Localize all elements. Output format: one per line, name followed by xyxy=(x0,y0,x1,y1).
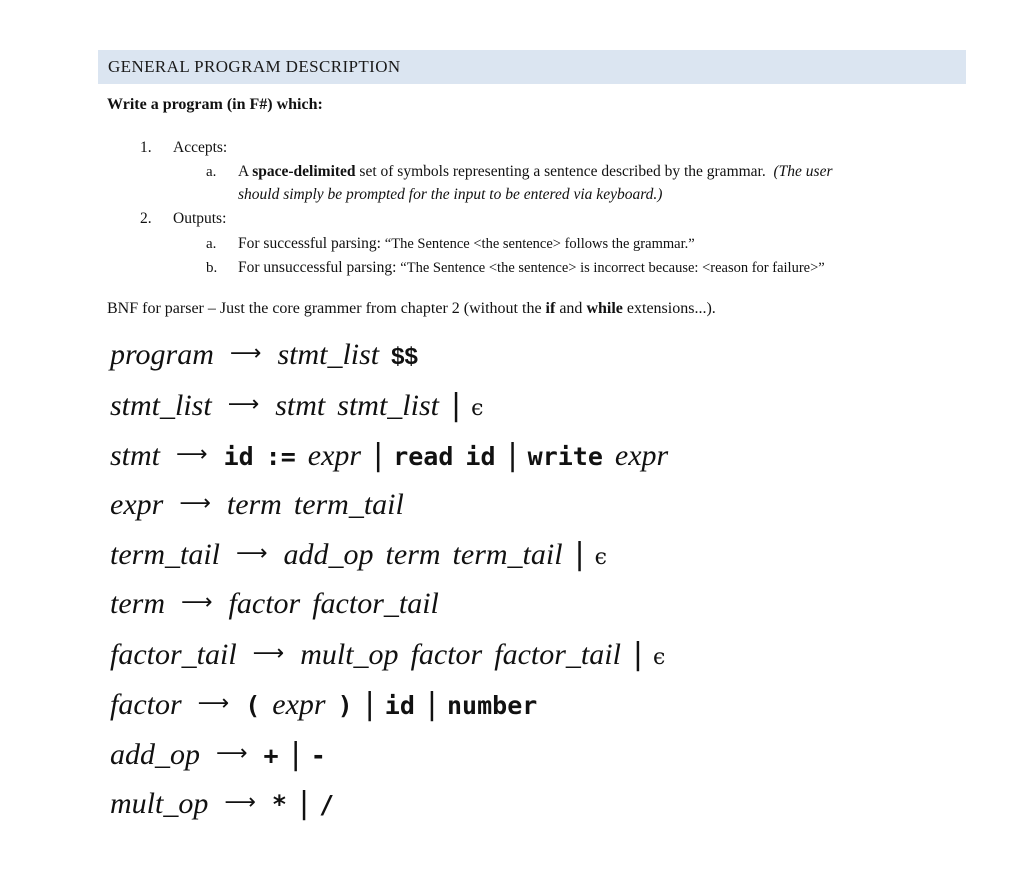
rule-token: | xyxy=(632,637,644,672)
rule-token: | xyxy=(507,438,518,473)
grammar-rule xyxy=(110,338,430,378)
sublist-text-2b-quote: “The Sentence <the sentence> is incorrect because: <reason for failure>” xyxy=(400,260,825,276)
rule-arrow: ⟶ xyxy=(181,590,213,615)
grammar-rule xyxy=(110,587,451,627)
rule-token: term xyxy=(385,538,441,571)
rule-token: ϵ xyxy=(471,396,484,421)
rule-arrow: ⟶ xyxy=(197,691,230,716)
rule-token: ) xyxy=(337,691,353,720)
sublist-text-1a-italic1: (The user xyxy=(773,163,833,180)
sublist-text-2a-quote: “The Sentence <the sentence> follows the grammar.” xyxy=(384,236,695,252)
rule-token: expr xyxy=(272,688,326,721)
grammar-rule xyxy=(110,488,416,528)
sublist-text-2b xyxy=(238,259,825,277)
rule-token: id xyxy=(465,442,496,471)
rule-arrow: ⟶ xyxy=(216,741,248,766)
rule-token: ( xyxy=(245,691,261,720)
bnf-intro-and: and xyxy=(555,300,587,317)
rule-lhs: term xyxy=(110,587,165,620)
rule-rhs xyxy=(300,637,677,672)
rule-token: | xyxy=(373,438,384,473)
sublist-text-1a-italic2: should simply be prompted for the input to be entered via keyboard.) xyxy=(238,186,663,203)
list-number-2: 2. xyxy=(140,210,152,227)
rule-token: * xyxy=(271,790,287,819)
rule-token: id xyxy=(223,442,254,471)
bnf-intro xyxy=(107,300,716,318)
rule-token: $$ xyxy=(391,343,418,370)
bnf-intro-if: if xyxy=(545,300,556,317)
sublist-text-1a-bold: space-delimited xyxy=(252,163,356,180)
section-header xyxy=(98,50,966,84)
rule-token: | xyxy=(450,388,462,423)
sublist-text-1a-pre: A xyxy=(238,163,253,180)
rule-token: id xyxy=(384,691,415,720)
rule-arrow: ⟶ xyxy=(236,541,268,566)
rule-lhs: stmt_list xyxy=(110,389,212,422)
rule-rhs xyxy=(272,786,346,821)
rule-token: | xyxy=(298,786,310,821)
rule-token: | xyxy=(426,687,437,722)
sublist-text-2b-lead: For unsuccessful parsing: xyxy=(238,259,401,276)
grammar-rule xyxy=(110,438,680,478)
rule-token: := xyxy=(265,442,296,471)
rule-token: - xyxy=(310,741,326,770)
rule-arrow: ⟶ xyxy=(179,491,211,516)
rule-lhs: factor_tail xyxy=(110,638,237,671)
sublist-text-2a-lead: For successful parsing: xyxy=(238,235,385,252)
rule-arrow: ⟶ xyxy=(227,392,260,417)
rule-token: expr xyxy=(307,439,362,472)
rule-rhs xyxy=(277,338,429,372)
rule-token: | xyxy=(290,737,301,772)
rule-lhs: program xyxy=(110,338,214,371)
rule-lhs: term_tail xyxy=(110,538,220,571)
rule-token: read xyxy=(393,442,454,471)
rule-lhs: add_op xyxy=(110,738,200,771)
rule-token: / xyxy=(319,790,335,819)
bnf-intro-while: while xyxy=(586,300,623,317)
rule-arrow: ⟶ xyxy=(176,442,208,467)
rule-token: | xyxy=(364,687,375,722)
rule-token: add_op xyxy=(283,538,374,571)
rule-token: factor xyxy=(228,587,301,620)
rule-arrow: ⟶ xyxy=(224,790,256,815)
bnf-intro-post: extensions...). xyxy=(622,300,716,317)
bnf-intro-pre: BNF for parser – Just the core grammer from chapter 2 (without the xyxy=(107,300,546,317)
rule-token: stmt_list xyxy=(337,389,439,422)
rule-lhs: expr xyxy=(110,488,164,521)
rule-token: write xyxy=(527,442,603,471)
rule-token: mult_op xyxy=(300,638,399,671)
rule-rhs xyxy=(224,438,681,473)
sublist-letter-1a: a. xyxy=(206,164,217,180)
rule-rhs xyxy=(284,537,619,572)
sublist-text-1a-post: set of symbols representing a sentence described by the grammar. xyxy=(355,163,766,180)
rule-arrow: ⟶ xyxy=(252,641,285,666)
rule-token: stmt_list xyxy=(277,338,380,371)
rule-token: expr xyxy=(614,439,669,472)
list-label-outputs: Outputs: xyxy=(173,210,227,227)
rule-token: term_tail xyxy=(452,538,563,571)
rule-token: ϵ xyxy=(653,645,666,670)
rule-token: + xyxy=(263,741,279,770)
sublist-text-1a xyxy=(238,163,832,181)
rule-arrow: ⟶ xyxy=(229,341,262,366)
rule-token: ϵ xyxy=(594,545,607,570)
rule-token: factor xyxy=(410,638,483,671)
list-label-accepts: Accepts: xyxy=(173,139,228,156)
rule-rhs xyxy=(275,388,495,423)
rule-rhs xyxy=(245,687,549,722)
rule-token: factor_tail xyxy=(494,638,621,671)
sublist-letter-2b: b. xyxy=(206,260,218,276)
rule-rhs xyxy=(227,488,416,522)
list-number-1: 1. xyxy=(140,139,152,156)
grammar-rule xyxy=(110,537,619,577)
rule-rhs xyxy=(229,587,451,621)
grammar-rule xyxy=(110,687,549,727)
rule-token: stmt xyxy=(275,389,326,422)
sublist-text-2a xyxy=(238,235,695,253)
rule-token: factor_tail xyxy=(312,587,439,620)
section-title: GENERAL PROGRAM DESCRIPTION xyxy=(108,57,401,76)
rule-lhs: stmt xyxy=(110,439,161,472)
grammar-rule xyxy=(110,737,338,777)
rule-lhs: factor xyxy=(110,688,182,721)
rule-lhs: mult_op xyxy=(110,787,209,820)
rule-token: number xyxy=(446,691,538,720)
rule-token: term_tail xyxy=(293,488,404,521)
grammar-rule xyxy=(110,388,495,428)
rule-token: | xyxy=(574,537,585,572)
intro-heading: Write a program (in F#) which: xyxy=(107,96,323,113)
rule-rhs xyxy=(264,737,338,772)
grammar-rule xyxy=(110,637,677,677)
rule-token: term xyxy=(226,488,282,521)
sublist-letter-2a: a. xyxy=(206,236,217,252)
grammar-rule xyxy=(110,786,346,826)
